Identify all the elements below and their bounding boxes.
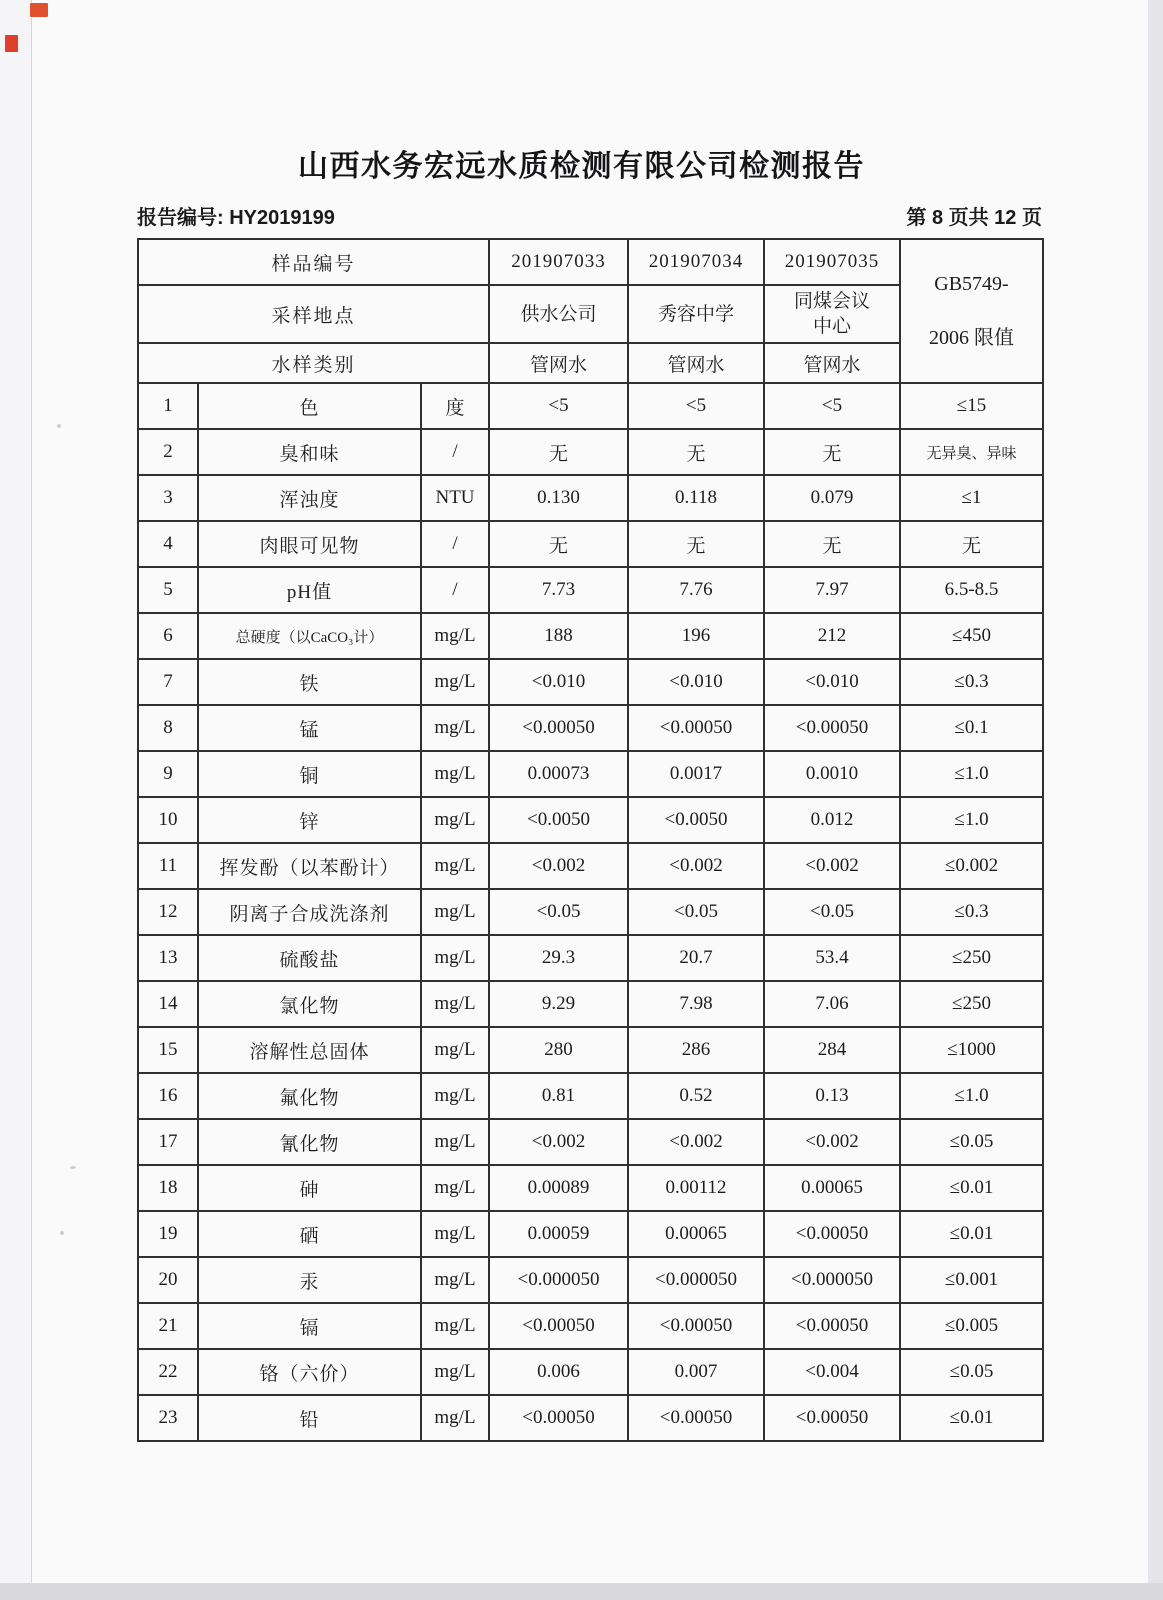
table-row <box>138 383 1043 429</box>
sample-number-3: 201907035 <box>764 239 900 285</box>
sample1-value-cell: 0.006 <box>489 1349 628 1395</box>
unit-cell: / <box>421 521 489 567</box>
row-number-cell: 11 <box>138 843 198 889</box>
sample3-value-cell: 0.012 <box>764 797 900 843</box>
limit-value-cell: ≤0.001 <box>900 1257 1043 1303</box>
sample1-value-cell: <0.00050 <box>489 705 628 751</box>
water-type-2: 管网水 <box>628 343 764 383</box>
sample2-value-cell: <0.00050 <box>628 1395 764 1441</box>
scan-speck <box>70 1166 76 1169</box>
limit-value-cell: ≤250 <box>900 935 1043 981</box>
limit-value-cell: ≤1.0 <box>900 1073 1043 1119</box>
unit-cell: mg/L <box>421 1395 489 1441</box>
parameter-name-cell: 臭和味 <box>198 429 421 475</box>
row-number-cell: 5 <box>138 567 198 613</box>
sample1-value-cell: <0.002 <box>489 1119 628 1165</box>
sample3-value-cell: <0.002 <box>764 843 900 889</box>
sample1-value-cell: <0.00050 <box>489 1395 628 1441</box>
parameter-name-cell: 汞 <box>198 1257 421 1303</box>
row-number-cell: 21 <box>138 1303 198 1349</box>
parameter-name-cell: 挥发酚（以苯酚计） <box>198 843 421 889</box>
sample1-value-cell: 0.00059 <box>489 1211 628 1257</box>
sample2-value-cell: 0.00065 <box>628 1211 764 1257</box>
limit-value-cell: ≤15 <box>900 383 1043 429</box>
sample2-value-cell: 0.118 <box>628 475 764 521</box>
row-number-cell: 9 <box>138 751 198 797</box>
row-number-cell: 12 <box>138 889 198 935</box>
row-number-cell: 6 <box>138 613 198 659</box>
sample2-value-cell: <0.002 <box>628 843 764 889</box>
unit-cell: mg/L <box>421 935 489 981</box>
unit-cell: mg/L <box>421 1349 489 1395</box>
table-row <box>138 751 1043 797</box>
sample2-value-cell: <0.0050 <box>628 797 764 843</box>
scan-speck <box>57 424 61 428</box>
page-indicator: 第 8 页共 12 页 <box>906 207 1042 229</box>
report-number-label: 报告编号: <box>137 207 224 229</box>
limit-value-cell: ≤1000 <box>900 1027 1043 1073</box>
sample-number-label: 样品编号 <box>138 239 489 285</box>
sample1-value-cell: 无 <box>489 521 628 567</box>
water-type-label: 水样类别 <box>138 343 489 383</box>
table-row <box>138 1073 1043 1119</box>
sample3-value-cell: 无 <box>764 521 900 567</box>
sample3-value-cell: <5 <box>764 383 900 429</box>
sample-number-2: 201907034 <box>628 239 764 285</box>
row-number-cell: 2 <box>138 429 198 475</box>
sample1-value-cell: 280 <box>489 1027 628 1073</box>
row-number-cell: 15 <box>138 1027 198 1073</box>
limit-value-cell: ≤0.05 <box>900 1119 1043 1165</box>
limit-value-cell: ≤250 <box>900 981 1043 1027</box>
sample1-value-cell: 29.3 <box>489 935 628 981</box>
sample3-value-cell: <0.00050 <box>764 1211 900 1257</box>
sample3-value-cell: 212 <box>764 613 900 659</box>
parameter-name-cell: 肉眼可见物 <box>198 521 421 567</box>
row-number-cell: 14 <box>138 981 198 1027</box>
sample3-value-cell: <0.010 <box>764 659 900 705</box>
unit-cell: mg/L <box>421 981 489 1027</box>
sample1-value-cell: 0.130 <box>489 475 628 521</box>
row-number-cell: 18 <box>138 1165 198 1211</box>
table-row <box>138 521 1043 567</box>
row-number-cell: 16 <box>138 1073 198 1119</box>
scan-artifact-orange-2 <box>5 35 18 52</box>
sample3-value-cell: <0.00050 <box>764 705 900 751</box>
sampling-location-3: 同煤会议中心 <box>764 285 900 343</box>
table-row <box>138 567 1043 613</box>
report-number <box>137 201 335 230</box>
table-row <box>138 1257 1043 1303</box>
parameter-name-cell: 浑浊度 <box>198 475 421 521</box>
unit-cell: mg/L <box>421 1303 489 1349</box>
table-row <box>138 1165 1043 1211</box>
unit-cell: / <box>421 567 489 613</box>
limit-value-cell: ≤1.0 <box>900 751 1043 797</box>
limit-value-cell: ≤0.3 <box>900 889 1043 935</box>
table-row <box>138 797 1043 843</box>
sample1-value-cell: <5 <box>489 383 628 429</box>
unit-cell: mg/L <box>421 843 489 889</box>
limit-value-cell: ≤0.01 <box>900 1211 1043 1257</box>
parameter-name-cell: 铬（六价） <box>198 1349 421 1395</box>
row-number-cell: 4 <box>138 521 198 567</box>
limit-value-cell: ≤0.002 <box>900 843 1043 889</box>
page-bottom-shadow <box>0 1583 1163 1600</box>
sample3-value-cell: 0.0010 <box>764 751 900 797</box>
sample2-value-cell: 0.00112 <box>628 1165 764 1211</box>
sample3-value-cell: <0.000050 <box>764 1257 900 1303</box>
row-number-cell: 23 <box>138 1395 198 1441</box>
sample2-value-cell: 7.98 <box>628 981 764 1027</box>
unit-cell: mg/L <box>421 1211 489 1257</box>
sample2-value-cell: 20.7 <box>628 935 764 981</box>
sample1-value-cell: 188 <box>489 613 628 659</box>
sample3-value-cell: 7.06 <box>764 981 900 1027</box>
unit-cell: mg/L <box>421 613 489 659</box>
sample3-value-cell: 0.00065 <box>764 1165 900 1211</box>
row-number-cell: 10 <box>138 797 198 843</box>
table-body <box>138 383 1043 1441</box>
table-row <box>138 705 1043 751</box>
page-left-shadow <box>0 0 32 1600</box>
parameter-name-cell: 硫酸盐 <box>198 935 421 981</box>
sample2-value-cell: <0.002 <box>628 1119 764 1165</box>
limit-value-cell: 无异臭、异味 <box>900 429 1043 475</box>
sample2-value-cell: 7.76 <box>628 567 764 613</box>
sample2-value-cell: 0.52 <box>628 1073 764 1119</box>
row-number-cell: 7 <box>138 659 198 705</box>
sample2-value-cell: 196 <box>628 613 764 659</box>
parameter-name-cell: 氰化物 <box>198 1119 421 1165</box>
sample3-value-cell: <0.05 <box>764 889 900 935</box>
table-row <box>138 1303 1043 1349</box>
sample1-value-cell: 0.00073 <box>489 751 628 797</box>
sample-number-1: 201907033 <box>489 239 628 285</box>
sample3-value-cell: 无 <box>764 429 900 475</box>
unit-cell: mg/L <box>421 659 489 705</box>
parameter-name-cell: 镉 <box>198 1303 421 1349</box>
sample2-value-cell: <0.00050 <box>628 1303 764 1349</box>
limit-value-cell: ≤1.0 <box>900 797 1043 843</box>
table-row <box>138 475 1043 521</box>
parameter-name-cell: 氟化物 <box>198 1073 421 1119</box>
table-row <box>138 1349 1043 1395</box>
row-number-cell: 20 <box>138 1257 198 1303</box>
sample1-value-cell: <0.010 <box>489 659 628 705</box>
limit-value-cell: ≤0.05 <box>900 1349 1043 1395</box>
sample3-value-cell: <0.004 <box>764 1349 900 1395</box>
parameter-name-cell: 铅 <box>198 1395 421 1441</box>
unit-cell: 度 <box>421 383 489 429</box>
limit-standard-line2: 2006 限值 <box>929 326 1014 349</box>
results-table <box>137 238 1044 1442</box>
scan-artifact-orange-1 <box>30 3 48 17</box>
report-title: 山西水务宏远水质检测有限公司检测报告 <box>298 150 865 183</box>
table-row <box>138 935 1043 981</box>
limit-value-cell: 6.5-8.5 <box>900 567 1043 613</box>
parameter-name-cell: 铜 <box>198 751 421 797</box>
parameter-name-cell: 铁 <box>198 659 421 705</box>
table-row <box>138 889 1043 935</box>
row-number-cell: 8 <box>138 705 198 751</box>
unit-cell: mg/L <box>421 1027 489 1073</box>
unit-cell: mg/L <box>421 1073 489 1119</box>
sample2-value-cell: 0.0017 <box>628 751 764 797</box>
sample1-value-cell: <0.0050 <box>489 797 628 843</box>
limit-value-cell: ≤450 <box>900 613 1043 659</box>
sample1-value-cell: 无 <box>489 429 628 475</box>
row-number-cell: 19 <box>138 1211 198 1257</box>
table-row <box>138 1119 1043 1165</box>
sampling-location-2: 秀容中学 <box>628 285 764 343</box>
sample1-value-cell: <0.002 <box>489 843 628 889</box>
limit-value-cell: ≤0.1 <box>900 705 1043 751</box>
table-header <box>138 239 1043 383</box>
sample3-value-cell: 0.13 <box>764 1073 900 1119</box>
parameter-name-cell: 砷 <box>198 1165 421 1211</box>
table-row <box>138 659 1043 705</box>
sample2-value-cell: <0.010 <box>628 659 764 705</box>
parameter-name-cell: 阴离子合成洗涤剂 <box>198 889 421 935</box>
limit-value-cell: ≤0.005 <box>900 1303 1043 1349</box>
unit-cell: mg/L <box>421 1257 489 1303</box>
limit-standard-header <box>900 239 1043 383</box>
sample3-value-cell: 53.4 <box>764 935 900 981</box>
row-number-cell: 17 <box>138 1119 198 1165</box>
row-number-cell: 3 <box>138 475 198 521</box>
table-row <box>138 1027 1043 1073</box>
sample2-value-cell: <0.000050 <box>628 1257 764 1303</box>
parameter-name-cell: 总硬度（以CaCO₃计） <box>198 613 421 659</box>
sample1-value-cell: <0.00050 <box>489 1303 628 1349</box>
limit-value-cell: 无 <box>900 521 1043 567</box>
page-right-shadow <box>1148 0 1163 1600</box>
parameter-name-cell: 溶解性总固体 <box>198 1027 421 1073</box>
report-number-value: HY2019199 <box>229 207 335 229</box>
table-row <box>138 613 1043 659</box>
parameter-name-cell: 硒 <box>198 1211 421 1257</box>
sample1-value-cell: 0.00089 <box>489 1165 628 1211</box>
limit-value-cell: ≤1 <box>900 475 1043 521</box>
sample3-value-cell: 284 <box>764 1027 900 1073</box>
sample3-value-cell: 7.97 <box>764 567 900 613</box>
limit-value-cell: ≤0.01 <box>900 1165 1043 1211</box>
row-number-cell: 1 <box>138 383 198 429</box>
unit-cell: mg/L <box>421 889 489 935</box>
water-type-3: 管网水 <box>764 343 900 383</box>
table-row <box>138 843 1043 889</box>
unit-cell: mg/L <box>421 1165 489 1211</box>
report-meta <box>137 201 1042 230</box>
sampling-location-label: 采样地点 <box>138 285 489 343</box>
table-row <box>138 429 1043 475</box>
sample1-value-cell: <0.000050 <box>489 1257 628 1303</box>
limit-standard-line1: GB5749- <box>934 272 1009 295</box>
sample2-value-cell: <0.00050 <box>628 705 764 751</box>
parameter-name-cell: 色 <box>198 383 421 429</box>
sampling-location-1: 供水公司 <box>489 285 628 343</box>
row-number-cell: 13 <box>138 935 198 981</box>
parameter-name-cell: 锰 <box>198 705 421 751</box>
scan-speck <box>60 1231 64 1235</box>
table-row <box>138 1211 1043 1257</box>
water-type-1: 管网水 <box>489 343 628 383</box>
parameter-name-cell: 锌 <box>198 797 421 843</box>
sample2-value-cell: 无 <box>628 521 764 567</box>
unit-cell: mg/L <box>421 797 489 843</box>
sample2-value-cell: 286 <box>628 1027 764 1073</box>
sample1-value-cell: 9.29 <box>489 981 628 1027</box>
limit-value-cell: ≤0.01 <box>900 1395 1043 1441</box>
row-number-cell: 22 <box>138 1349 198 1395</box>
table-row <box>138 1395 1043 1441</box>
unit-cell: mg/L <box>421 1119 489 1165</box>
sample2-value-cell: 0.007 <box>628 1349 764 1395</box>
sample3-value-cell: 0.079 <box>764 475 900 521</box>
sample2-value-cell: <0.05 <box>628 889 764 935</box>
unit-cell: NTU <box>421 475 489 521</box>
sample3-value-cell: <0.00050 <box>764 1303 900 1349</box>
unit-cell: / <box>421 429 489 475</box>
parameter-name-cell: pH值 <box>198 567 421 613</box>
sample3-value-cell: <0.002 <box>764 1119 900 1165</box>
sample1-value-cell: <0.05 <box>489 889 628 935</box>
unit-cell: mg/L <box>421 705 489 751</box>
unit-cell: mg/L <box>421 751 489 797</box>
table-row <box>138 981 1043 1027</box>
sample1-value-cell: 7.73 <box>489 567 628 613</box>
sample3-value-cell: <0.00050 <box>764 1395 900 1441</box>
limit-value-cell: ≤0.3 <box>900 659 1043 705</box>
sample1-value-cell: 0.81 <box>489 1073 628 1119</box>
sample2-value-cell: 无 <box>628 429 764 475</box>
parameter-name-cell: 氯化物 <box>198 981 421 1027</box>
sample2-value-cell: <5 <box>628 383 764 429</box>
